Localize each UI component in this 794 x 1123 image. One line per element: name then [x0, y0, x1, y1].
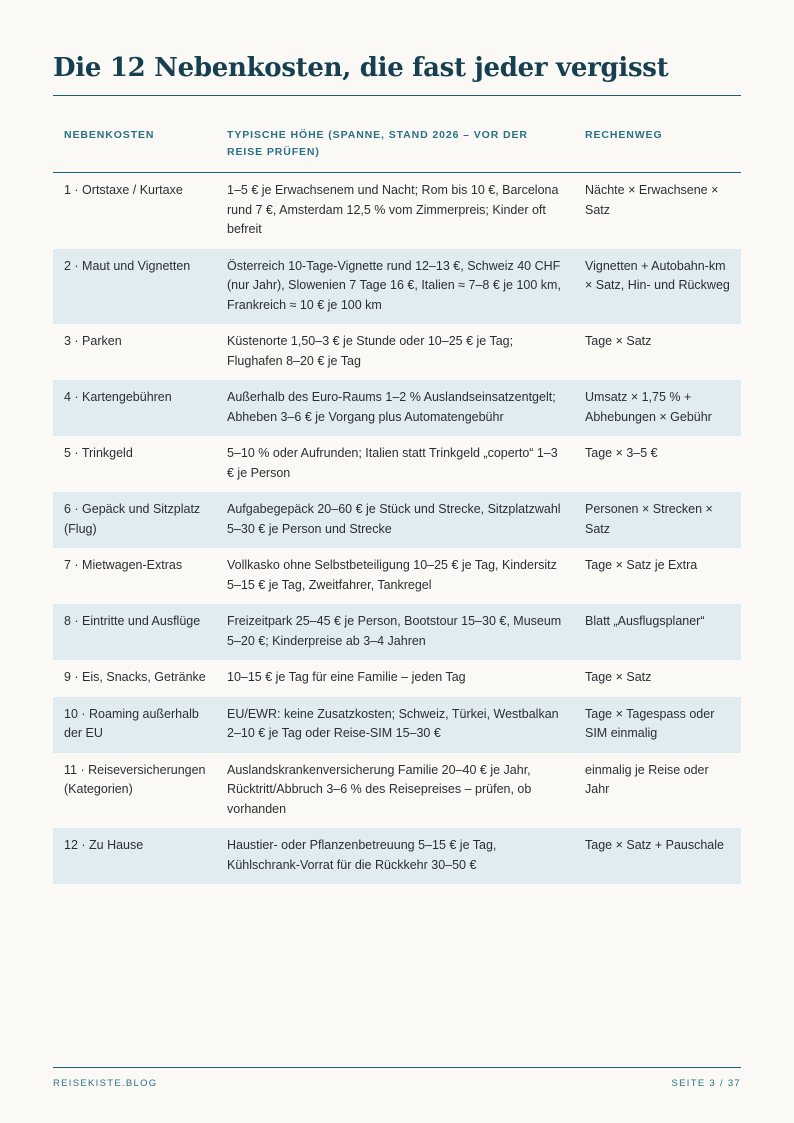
- table-row: [53, 492, 741, 548]
- calculation-cell: Vignetten + Autobahn-km × Satz, Hin- und Rückweg: [574, 249, 741, 325]
- table-row: [53, 324, 741, 380]
- calculation-cell: Tage × Satz + Pauschale: [574, 828, 741, 884]
- header-nebenkosten: NEBENKOSTEN: [53, 119, 216, 173]
- table-row: [53, 753, 741, 829]
- calculation-cell: Tage × Satz je Extra: [585, 558, 698, 572]
- title-divider: [53, 95, 741, 96]
- cost-name-cell: 5 · Trinkgeld: [64, 446, 133, 460]
- page-title: Die 12 Nebenkosten, die fast jeder vergisst: [53, 53, 669, 83]
- cost-name-cell: 6 · Gepäck und Sitzplatz (Flug): [53, 492, 216, 548]
- calculation-cell: einmalig je Reise oder Jahr: [585, 762, 709, 796]
- header-typische-hoehe: TYPISCHE HÖHE (SPANNE, STAND 2026 – VOR DER REISE PRÜFEN): [216, 119, 574, 173]
- table-header-row: [53, 119, 741, 173]
- cost-name-cell: 1 · Ortstaxe / Kurtaxe: [64, 183, 183, 197]
- cost-range-cell: Österreich 10-Tage-Vignette rund 12–13 €, Schweiz 40 CHF (nur Jahr), Slowenien 7 Tage 16 €, Italien ≈ 7–8 € je 100 km, Frankreich ≈ 10 € je 100 km: [216, 249, 574, 325]
- cost-range-cell: Küstenorte 1,50–3 € je Stunde oder 10–25 € je Tag; Flughafen 8–20 € je Tag: [227, 334, 514, 368]
- table-row: [53, 380, 741, 436]
- table-row: [53, 660, 741, 697]
- calculation-cell: Nächte × Erwachsene × Satz: [585, 183, 719, 217]
- cost-name-cell: 3 · Parken: [64, 334, 122, 348]
- cost-range-cell: Außerhalb des Euro-Raums 1–2 % Auslandseinsatzentgelt; Abheben 3–6 € je Vorgang plus Automatengebühr: [216, 380, 574, 436]
- cost-range-cell: EU/EWR: keine Zusatzkosten; Schweiz, Türkei, Westbalkan 2–10 € je Tag oder Reise-SIM 15–30 €: [216, 697, 574, 753]
- cost-name-cell: 12 · Zu Hause: [53, 828, 216, 884]
- cost-name-cell: 10 · Roaming außerhalb der EU: [53, 697, 216, 753]
- cost-range-cell: 10–15 € je Tag für eine Familie – jeden Tag: [227, 670, 466, 684]
- calculation-cell: Tage × Satz: [585, 670, 652, 684]
- footer-site: REISEKISTE.BLOG: [53, 1078, 158, 1089]
- footer-divider: [53, 1067, 741, 1068]
- cost-name-cell: 9 · Eis, Snacks, Getränke: [64, 670, 206, 684]
- table-row: [53, 548, 741, 604]
- table-row: [53, 173, 741, 249]
- cost-range-cell: 1–5 € je Erwachsenem und Nacht; Rom bis 10 €, Barcelona rund 7 €, Amsterdam 12,5 % vom Zimmerpreis; Kinder oft befreit: [227, 183, 559, 236]
- cost-name-cell: 11 · Reiseversicherungen (Kategorien): [64, 762, 206, 796]
- calculation-cell: Blatt „Ausflugsplaner“: [574, 604, 741, 660]
- cost-range-cell: Freizeitpark 25–45 € je Person, Bootstour 15–30 €, Museum 5–20 €; Kinderpreise ab 3–4 Jahren: [216, 604, 574, 660]
- cost-range-cell: 5–10 % oder Aufrunden; Italien statt Trinkgeld „coperto“ 1–3 € je Person: [227, 446, 558, 480]
- footer-page-number: SEITE 3 / 37: [671, 1078, 741, 1089]
- table-row: [53, 604, 741, 660]
- cost-range-cell: Vollkasko ohne Selbstbeteiligung 10–25 € je Tag, Kindersitz 5–15 € je Tag, Zweitfahrer, Tankregel: [227, 558, 557, 592]
- table-row: [53, 249, 741, 325]
- cost-range-cell: Auslandskrankenversicherung Familie 20–40 € je Jahr, Rücktritt/Abbruch 3–6 % des Reisepreises – prüfen, ob vorhanden: [227, 762, 532, 816]
- calculation-cell: Tage × Satz: [585, 334, 652, 348]
- table-row: [53, 828, 741, 884]
- calculation-cell: Tage × Tagespass oder SIM einmalig: [574, 697, 741, 753]
- header-rechenweg: RECHENWEG: [574, 119, 741, 173]
- cost-range-cell: Aufgabegepäck 20–60 € je Stück und Strecke, Sitzplatzwahl 5–30 € je Person und Strecke: [216, 492, 574, 548]
- cost-name-cell: 8 · Eintritte und Ausflüge: [53, 604, 216, 660]
- calculation-cell: Personen × Strecken × Satz: [574, 492, 741, 548]
- calculation-cell: Tage × 3–5 €: [585, 446, 658, 460]
- table-row: [53, 436, 741, 492]
- cost-name-cell: 2 · Maut und Vignetten: [53, 249, 216, 325]
- calculation-cell: Umsatz × 1,75 % + Abhebungen × Gebühr: [574, 380, 741, 436]
- cost-name-cell: 4 · Kartengebühren: [53, 380, 216, 436]
- table-row: [53, 697, 741, 753]
- costs-table: [53, 119, 741, 884]
- cost-name-cell: 7 · Mietwagen-Extras: [64, 558, 183, 572]
- cost-range-cell: Haustier- oder Pflanzenbetreuung 5–15 € je Tag, Kühlschrank-Vorrat für die Rückkehr 30–50 €: [216, 828, 574, 884]
